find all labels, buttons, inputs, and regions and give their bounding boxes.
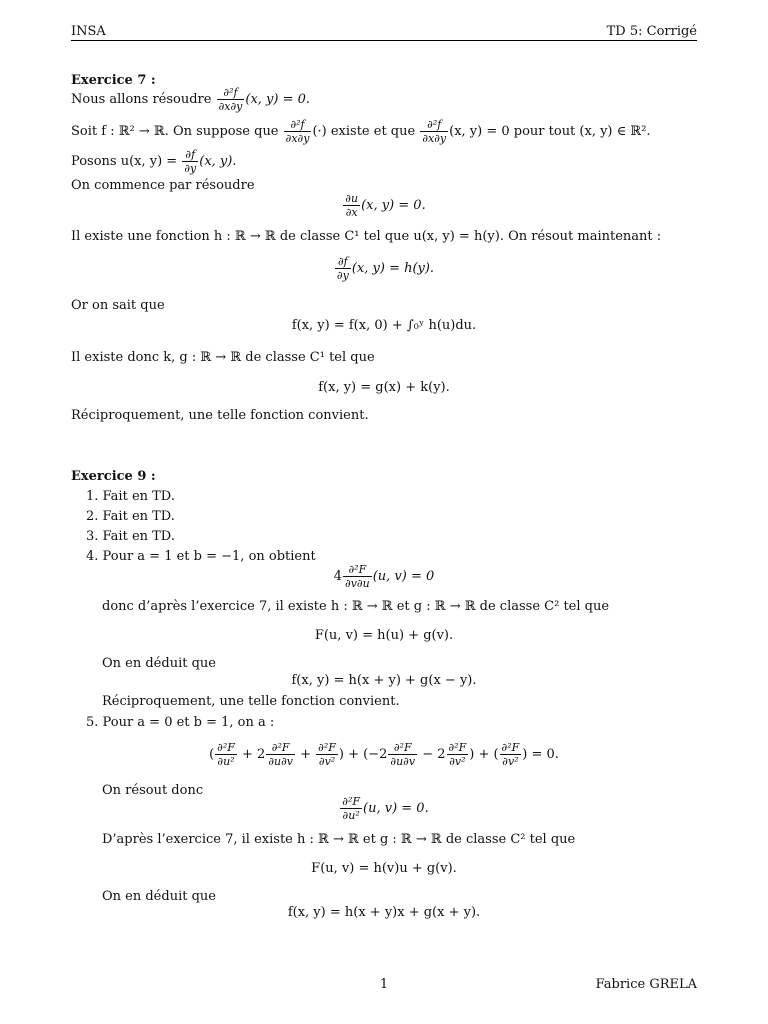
header-left: INSA <box>71 24 106 39</box>
page-number: 1 <box>379 977 389 992</box>
ex9-item2: 2. Fait en TD. <box>86 509 175 524</box>
ex9-text1: donc d’après l’exercice 7, il existe h : ℝ → ℝ et g : ℝ → ℝ de classe C² tel que <box>102 599 610 614</box>
ex9-title: Exercice 9 : <box>71 469 156 484</box>
ex7-title: Exercice 7 : <box>71 73 156 88</box>
ex7-line3: Posons u(x, y) = $\frac{\partial f}{\partial y}$ (x, y). <box>71 148 237 175</box>
ex9-eq6: F(u, v) = h(u) + g(v). <box>314 628 454 643</box>
ex9-text5: D’après l’exercice 7, il existe h : ℝ → ℝ et g : ℝ → ℝ de classe C² tel que <box>102 832 576 847</box>
ex9-item1: 1. Fait en TD. <box>86 489 175 504</box>
page-footer <box>71 977 697 995</box>
ex9-eq7: f(x, y) = h(x + y) + g(x − y). <box>291 673 477 688</box>
ex9-text3: Réciproquement, une telle fonction convient. <box>102 694 400 709</box>
ex9-item3: 3. Fait en TD. <box>86 529 175 544</box>
ex9-item4: 4. Pour a = 1 et b = −1, on obtient <box>86 549 316 564</box>
footer-author: Fabrice GRELA <box>595 977 697 992</box>
ex7-line1: Nous allons résoudre $\frac{\text{∂²f}}{\partial x\partial y}$ (x, y) = 0. <box>71 86 311 113</box>
ex9-text2: On en déduit que <box>102 656 216 671</box>
ex7-line7: Il existe donc k, g : ℝ → ℝ de classe C¹ tel que <box>71 350 375 365</box>
ex9-text6: On en déduit que <box>102 889 216 904</box>
ex9-text4: On résout donc <box>102 783 204 798</box>
page-header <box>71 22 697 41</box>
ex9-eq5: 4 $\frac{\text{∂²F}}{\partial v\partial u}$ (u, v) = 0 <box>333 563 435 590</box>
ex7-line8: Réciproquement, une telle fonction convient. <box>71 408 369 423</box>
header-right: TD 5: Corrigé <box>606 24 697 39</box>
ex7-eq2: $\frac{\partial f}{\partial y}$ (x, y) = h(y). <box>336 255 435 282</box>
ex9-eq9: $\frac{\text{∂²F}}{\text{∂u²}}$ (u, v) = 0. <box>342 795 429 822</box>
ex7-eq3: f(x, y) = f(x, 0) + ∫₀ʸ h(u)du. <box>291 318 477 333</box>
ex9-eq10: F(u, v) = h(v)u + g(v). <box>311 861 457 876</box>
ex9-eq11: f(x, y) = h(x + y)x + g(x + y). <box>287 905 481 920</box>
ex9-eq8: ( $\frac{\text{∂²F}}{\text{∂u²}}$ + 2 $\frac{\text{∂²F}}{\partial u\partial v}$ + $\frac{\text{∂²F}}{\text{∂v²}}$ ) + (−2 $\frac{\text{∂²F}}{\partial u\partial v}$ − 2 $\frac{\text{∂²F}}{\text{∂v²}}$ ) + ( $\frac{\text{∂²F}}{\text{∂v²}}$ ) = 0. <box>209 741 559 768</box>
ex7-line5: Il existe une fonction h : ℝ → ℝ de classe C¹ tel que u(x, y) = h(y). On résout maintenant : <box>71 229 662 244</box>
ex7-eq4: f(x, y) = g(x) + k(y). <box>318 380 450 395</box>
ex7-line4: On commence par résoudre <box>71 178 255 193</box>
ex9-item5: 5. Pour a = 0 et b = 1, on a : <box>86 715 275 730</box>
ex7-eq1: $\frac{\partial u}{\partial x}$ (x, y) = 0. <box>345 192 426 219</box>
ex7-line6: Or on sait que <box>71 298 165 313</box>
ex7-line2: Soit f : ℝ² → ℝ. On suppose que $\frac{\text{∂²f}}{\partial x\partial y}$ (·) existe et que $\frac{\text{∂²f}}{\partial x\partial y}$ (x, y) = 0 pour tout (x, y) ∈ ℝ². <box>71 118 651 145</box>
